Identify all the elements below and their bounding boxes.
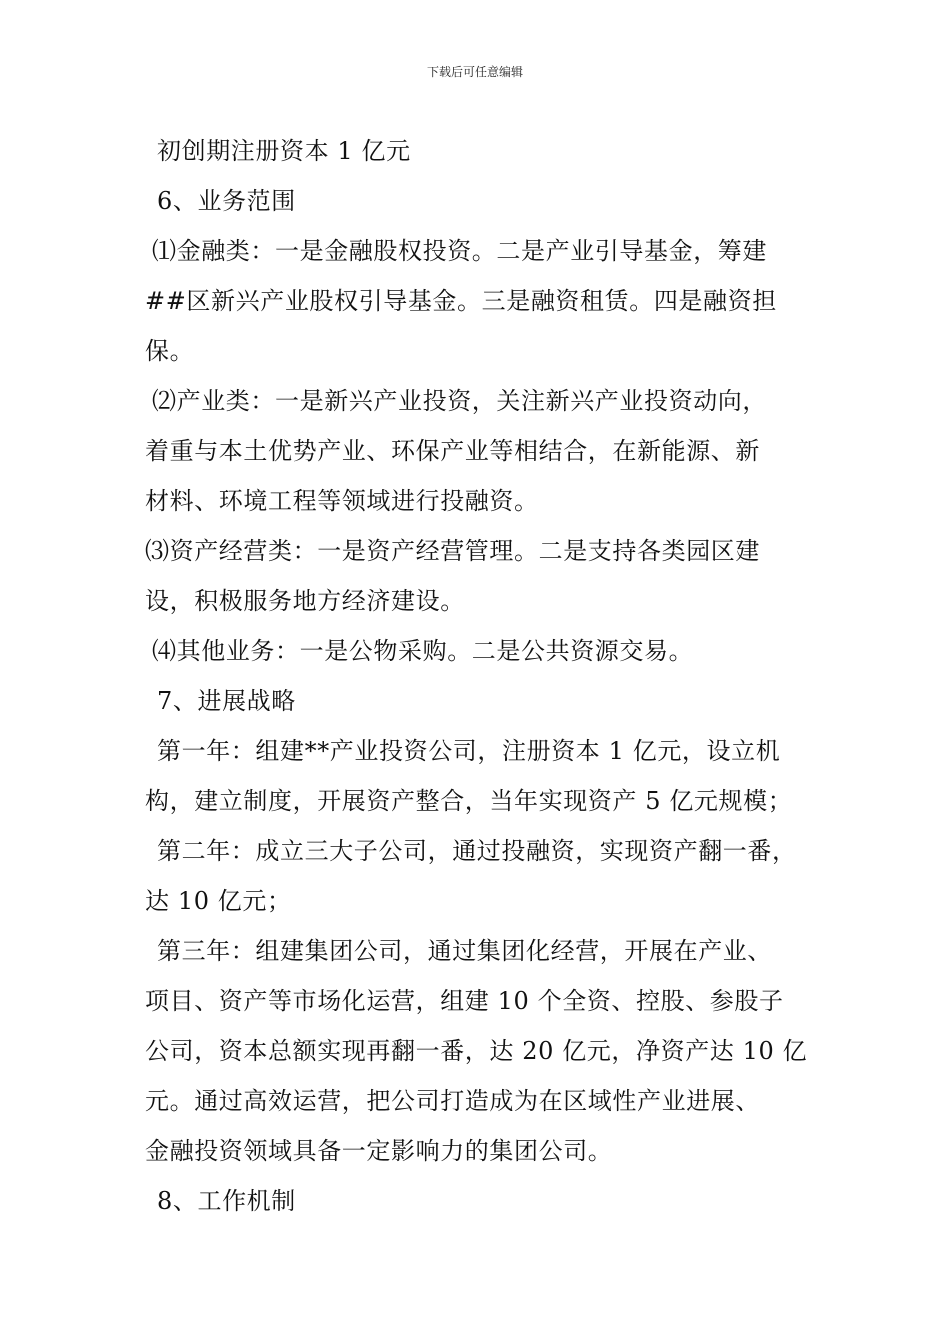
paragraph-line: ⑶资产经营类：一是资产经营管理。二是支持各类园区建	[145, 537, 760, 565]
paragraph-line: ⑴金融类：一是金融股权投资。二是产业引导基金，筹建	[152, 237, 767, 265]
paragraph-line: 构，建立制度，开展资产整合，当年实现资产 5 亿元规模；	[145, 787, 793, 815]
paragraph-line: 金融投资领域具备一定影响力的集团公司。	[145, 1137, 613, 1165]
page-header-note: 下载后可任意编辑	[426, 65, 523, 79]
paragraph-line: 第三年：组建集团公司，通过集团化经营，开展在产业、	[157, 937, 772, 965]
section-heading: 6、业务范围	[157, 187, 296, 215]
paragraph-line: 公司，资本总额实现再翻一番，达 20 亿元，净资产达 10 亿	[145, 1037, 808, 1065]
paragraph-line: ⑵产业类：一是新兴产业投资，关注新兴产业投资动向，	[152, 387, 767, 415]
paragraph-line: 元。通过高效运营，把公司打造成为在区域性产业进展、	[145, 1087, 760, 1115]
paragraph-line: 第一年：组建**产业投资公司，注册资本 1 亿元，设立机	[157, 737, 781, 765]
paragraph-line: ##区新兴产业股权引导基金。三是融资租赁。四是融资担	[145, 287, 777, 315]
paragraph-line: ⑷其他业务：一是公物采购。二是公共资源交易。	[152, 637, 694, 665]
paragraph-line: 初创期注册资本 1 亿元	[157, 137, 411, 165]
paragraph-line: 第二年：成立三大子公司，通过投融资，实现资产翻一番，	[157, 837, 797, 865]
paragraph-line: 保。	[145, 337, 195, 365]
document-body	[145, 126, 810, 1226]
paragraph-line: 达 10 亿元；	[145, 887, 292, 915]
section-heading: 7、进展战略	[157, 687, 296, 715]
paragraph-line: 设，积极服务地方经济建设。	[145, 587, 465, 615]
section-heading: 8、工作机制	[157, 1187, 296, 1215]
paragraph-line: 项目、资产等市场化运营，组建 10 个全资、控股、参股子	[145, 987, 784, 1015]
paragraph-line: 材料、环境工程等领域进行投融资。	[145, 487, 539, 515]
paragraph-line: 着重与本土优势产业、环保产业等相结合，在新能源、新	[145, 437, 760, 465]
